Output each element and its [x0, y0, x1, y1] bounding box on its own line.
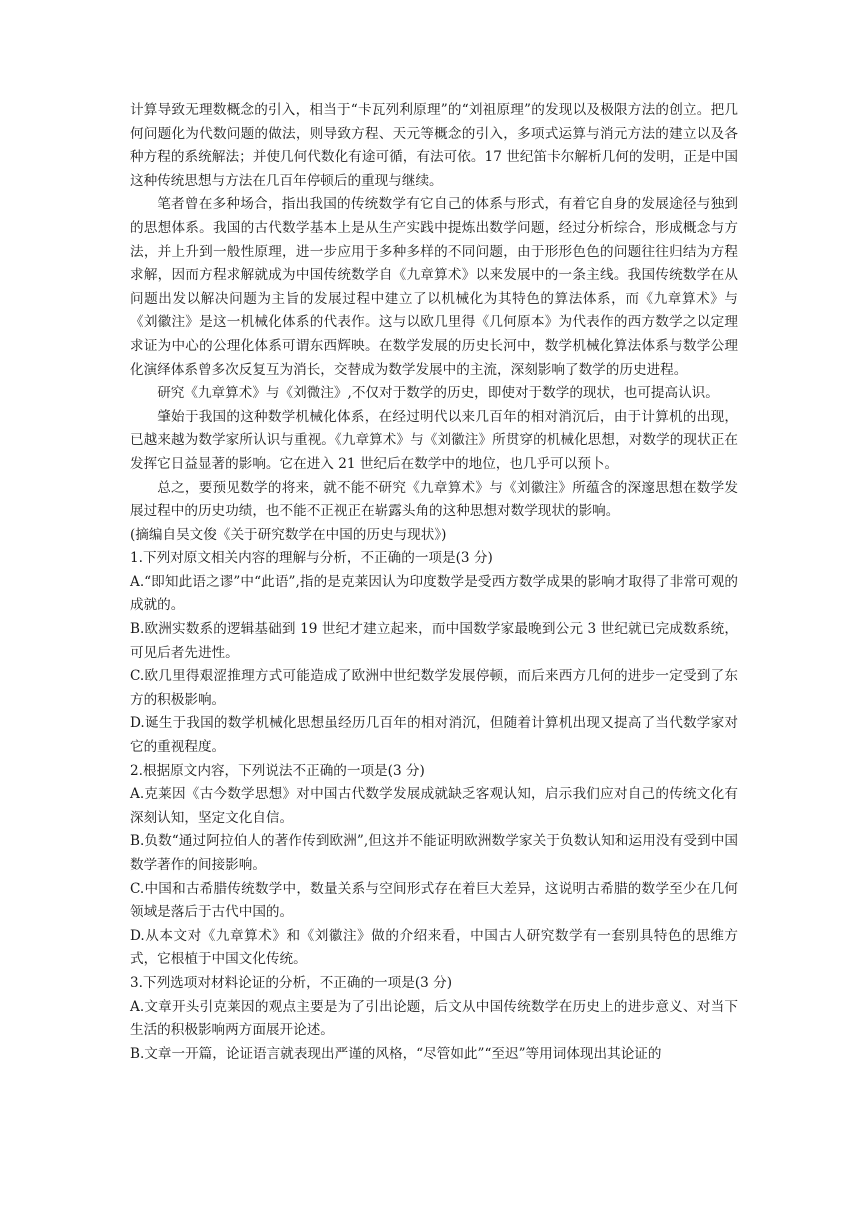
- question-1-stem: 1.下列对原文相关内容的理解与分析，不正确的一项是(3 分): [130, 550, 493, 567]
- question-3-option-b: B.文章一开篇，论证语言就表现出严谨的风格，“尽管如此”“至迟”等用词体现出其论证的: [130, 1045, 662, 1062]
- paragraph-2: 笔者曾在多种场合，指出我国的传统数学有它自己的体系与形式，有着它自身的发展途径与独到的思想体系。我国的古代数学基本上是从生产实践中提炼出数学问题，经过分析综合，形成概念与方法，并上升到一般性原理，进一步应用于多种多样的不同问题，由于形形色色的问题往往归结为方程求解，因而方程求解就成为中国传统数学自《九章算术》以来发展中的一条主线。我国传统数学在从问题出发以解决问题为主旨的发展过程中建立了以机械化为其特色的算法体系，而《九章算术》与《刘徽注》是这一机械化体系的代表作。这与以欧几里得《几何原本》为代表作的西方数学之以定理求证为中心的公理化体系可谓东西辉映。在数学发展的历史长河中，数学机械化算法体系与数学公理化演绎体系曾多次反复互为消长，交替成为数学发展中的主流，深刻影响了数学的历史进程。: [130, 196, 738, 378]
- question-1-option-c: C.欧几里得艰涩推理方式可能造成了欧洲中世纪数学发展停顿，而后来西方几何的进步一定受到了东方的积极影响。: [130, 668, 738, 708]
- question-1-option-b: B.欧洲实数系的逻辑基础到 19 世纪才建立起来，而中国数学家最晚到公元 3 世纪就已完成数系统，可见后者先进性。: [130, 621, 738, 661]
- question-3-stem: 3.下列选项对材料论证的分析，不正确的一项是(3 分): [130, 974, 453, 991]
- source-citation: (摘编自吴文俊《关于研究数学在中国的历史与现状》): [130, 526, 447, 543]
- question-3-option-a: A.文章开头引克莱因的观点主要是为了引出论题，后文从中国传统数学在历史上的进步意义、对当下生活的积极影响两方面展开论述。: [130, 998, 738, 1039]
- question-1-option-d: D.诞生于我国的数学机械化思想虽经历几百年的相对消沉，但随着计算机出现又提高了当代数学家对它的重视程度。: [130, 715, 738, 756]
- question-1-option-a: A.“即知此语之谬”中“此语”,指的是克莱因认为印度数学是受西方数学成果的影响才取得了非常可观的成就的。: [130, 573, 738, 614]
- question-2-option-a: A.克莱因《古今数学思想》对中国古代数学发展成就缺乏客观认知，启示我们应对自己的传统文化有深刻认知，坚定文化自信。: [130, 786, 738, 826]
- document-page: [130, 99, 738, 1066]
- paragraph-3: 研究《九章算术》与《刘微注》,不仅对于数学的历史，即使对于数学的现状，也可提高认识。: [157, 385, 719, 402]
- question-2-stem: 2.根据原文内容，下列说法不正确的一项是(3 分): [130, 762, 425, 779]
- paragraph-4: 肇始于我国的这种数学机械化体系，在经过明代以来几百年的相对消沉后，由于计算机的出现，已越来越为数学家所认识与重视。《九章算术》与《刘徽注》所贯穿的机械化思想，对数学的现状正在发挥它日益显著的影响。它在进入 21 世纪后在数学中的地位，也几乎可以预卜。: [130, 408, 738, 472]
- question-2-option-c: C.中国和古希腊传统数学中，数量关系与空间形式存在着巨大差异，这说明古希腊的数学至少在几何领域是落后于古代中国的。: [130, 880, 738, 921]
- question-2-option-b: B.负数“通过阿拉伯人的著作传到欧洲”,但这并不能证明欧洲数学家关于负数认知和运用没有受到中国数学著作的间接影响。: [130, 833, 738, 873]
- paragraph-5: 总之，要预见数学的将来，就不能不研究《九章算术》与《刘徽注》所蕴含的深邃思想在数学发展过程中的历史功绩，也不能不正视正在崭露头角的这种思想对数学现状的影响。: [130, 479, 738, 520]
- question-2-option-d: D.从本文对《九章算术》和《刘徽注》做的介绍来看，中国古人研究数学有一套别具特色的思维方式，它根植于中国文化传统。: [130, 927, 738, 968]
- paragraph-1: 计算导致无理数概念的引入，相当于“卡瓦列利原理”的“刘祖原理”的发现以及极限方法的创立。把几何问题化为代数问题的做法，则导致方程、天元等概念的引入，多项式运算与消元方法的建立以及各种方程的系统解法；并使几何代数化有途可循，有法可依。17 世纪笛卡尔解析几何的发明，正是中国这种传统思想与方法在几百年停顿后的重现与继续。: [130, 102, 738, 189]
